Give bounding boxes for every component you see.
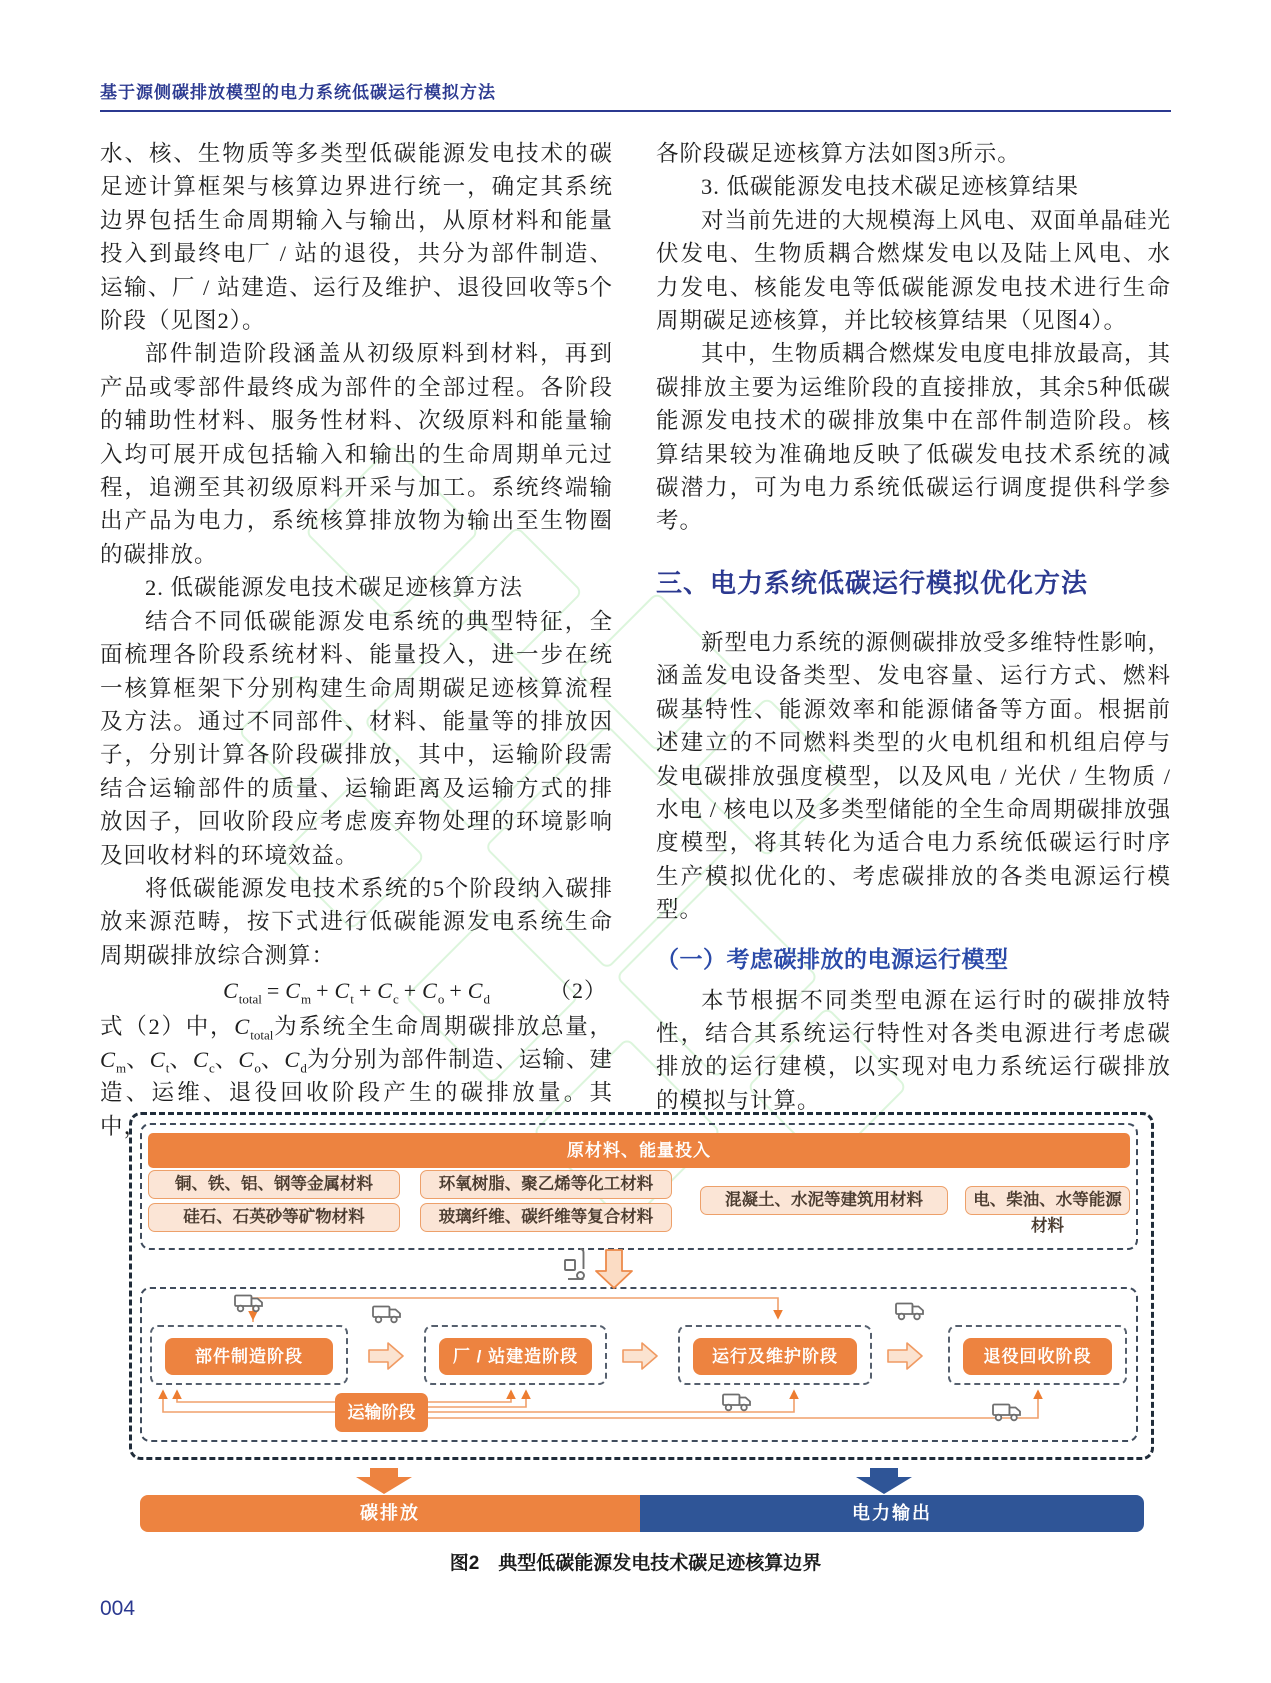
paragraph: 本节根据不同类型电源在运行时的碳排放特性，结合其系统运行特性对各类电源进行考虑碳排放的运行建模，以实现对电力系统运行碳排放的模拟与计算。 <box>656 987 1171 1113</box>
power-output-arrow-icon <box>856 1468 912 1494</box>
material-box: 硅石、石英砂等矿物材料 <box>148 1203 400 1232</box>
paragraph: 式（2）中，$C_{total}$为系统全生命周期碳排放总量，$C_m$、$C_t$、$C_c$、$C_o$、$C_d$为分别为部件制造、运输、建造、运维、退役回收阶段产生的碳排放量。其中， <box>100 1013 613 1139</box>
figure-caption: 图2 典型低碳能源发电技术碳足迹核算边界 <box>449 1553 822 1574</box>
paragraph: 将低碳能源发电技术系统的5个阶段纳入碳排放来源范畴，按下式进行低碳能源发电系统生命周期碳排放综合测算： <box>100 875 613 968</box>
page-number: 004 <box>100 1597 136 1620</box>
figure-2 <box>0 1100 1271 1683</box>
material-box: 电、柴油、水等能源材料 <box>965 1186 1130 1215</box>
carbon-emission-bar: 碳排放 <box>140 1495 640 1532</box>
paragraph: 部件制造阶段涵盖从初级原料到材料，再到产品或零部件最终成为部件的全部过程。各阶段的辅助性材料、服务性材料、次级原料和能量输入均可展开成包括输入和输出的生命周期单元过程，追溯至其初级原料开采与加工。系统终端输出产品为电力，系统核算排放物为输出至生物圈的碳排放。 <box>100 341 613 567</box>
stage-box: 退役回收阶段 <box>963 1338 1112 1375</box>
right-column <box>656 137 1171 1117</box>
carbon-output-arrow-icon <box>356 1468 412 1494</box>
material-box: 混凝土、水泥等建筑用材料 <box>700 1186 948 1215</box>
paragraph: 对当前先进的大规模海上风电、双面单晶硅光伏发电、生物质耦合燃煤发电以及陆上风电、水力发电、核能发电等低碳能源发电技术进行生命周期碳足迹核算，并比较核算结果（见图4）。 <box>656 207 1172 334</box>
paragraph: 新型电力系统的源侧碳排放受多维特性影响，涵盖发电设备类型、发电容量、运行方式、燃料碳基特性、能源效率和能源储备等方面。根据前述建立的不同燃料类型的火电机组和机组启停与发电碳排放强度模型，以及风电 / 光伏 / 生物质 / 水电 / 核电以及多类型储能的全生命周期碳排放强度模型，将其转化为适合电力系统低碳运行时序生产模拟优化的、考虑碳排放的各类电源运行模型。 <box>656 629 1172 923</box>
equation-expression: $C_{total} = C_m + C_t + C_c + C_o + C_d$ <box>223 978 490 1007</box>
material-box: 环氧树脂、聚乙烯等化工材料 <box>420 1170 672 1199</box>
materials-header-bar: 原材料、能量投入 <box>148 1133 1130 1168</box>
material-box: 玻璃纤维、碳纤维等复合材料 <box>420 1203 672 1232</box>
subsection-heading: （一）考虑碳排放的电源运行模型 <box>656 945 1009 972</box>
paragraph: 其中，生物质耦合燃煤发电度电排放最高，其碳排放主要为运维阶段的直接排放，其余5种低碳能源发电技术的碳排放集中在部件制造阶段。核算结果较为准确地反映了低碳发电技术系统的减碳潜力，可为电力系统低碳运行调度提供科学参考。 <box>656 341 1172 534</box>
header-rule <box>100 110 1171 112</box>
running-head-title: 基于源侧碳排放模型的电力系统低碳运行模拟方法 <box>100 83 496 102</box>
stage-box: 厂 / 站建造阶段 <box>439 1338 592 1375</box>
transport-stage-box: 运输阶段 <box>335 1393 428 1432</box>
paragraph: 结合不同低碳能源发电系统的典型特征，全面梳理各阶段系统材料、能量投入，进一步在统一核算框架下分别构建生命周期碳足迹核算流程及方法。通过不同部件、材料、能量等的排放因子，分别计算各阶段碳排放，其中，运输阶段需结合运输部件的质量、运输距离及运输方式的排放因子，回收阶段应考虑废弃物处理的环境影响及回收材料的环境效益。 <box>100 608 613 868</box>
equation-2 <box>100 974 613 1007</box>
equation-number: （2） <box>548 978 607 1004</box>
subhead-item-3: 3. 低碳能源发电技术碳足迹核算结果 <box>701 174 1080 200</box>
power-output-bar: 电力输出 <box>640 1495 1144 1532</box>
left-column <box>100 137 613 1143</box>
section-heading: 三、电力系统低碳运行模拟优化方法 <box>656 567 1089 598</box>
paragraph: 各阶段碳足迹核算方法如图3所示。 <box>656 141 1021 166</box>
stage-box: 部件制造阶段 <box>165 1338 333 1375</box>
subhead-item-2: 2. 低碳能源发电技术碳足迹核算方法 <box>145 575 524 601</box>
material-box: 铜、铁、铝、钢等金属材料 <box>148 1170 400 1199</box>
stage-box: 运行及维护阶段 <box>693 1338 857 1375</box>
paragraph: 水、核、生物质等多类型低碳能源发电技术的碳足迹计算框架与核算边界进行统一，确定其系统边界包括生命周期输入与输出，从原材料和能量投入到最终电厂 / 站的退役，共分为部件制造、运输、厂 / 站建造、运行及维护、退役回收等5个阶段（见图2）。 <box>100 141 613 334</box>
